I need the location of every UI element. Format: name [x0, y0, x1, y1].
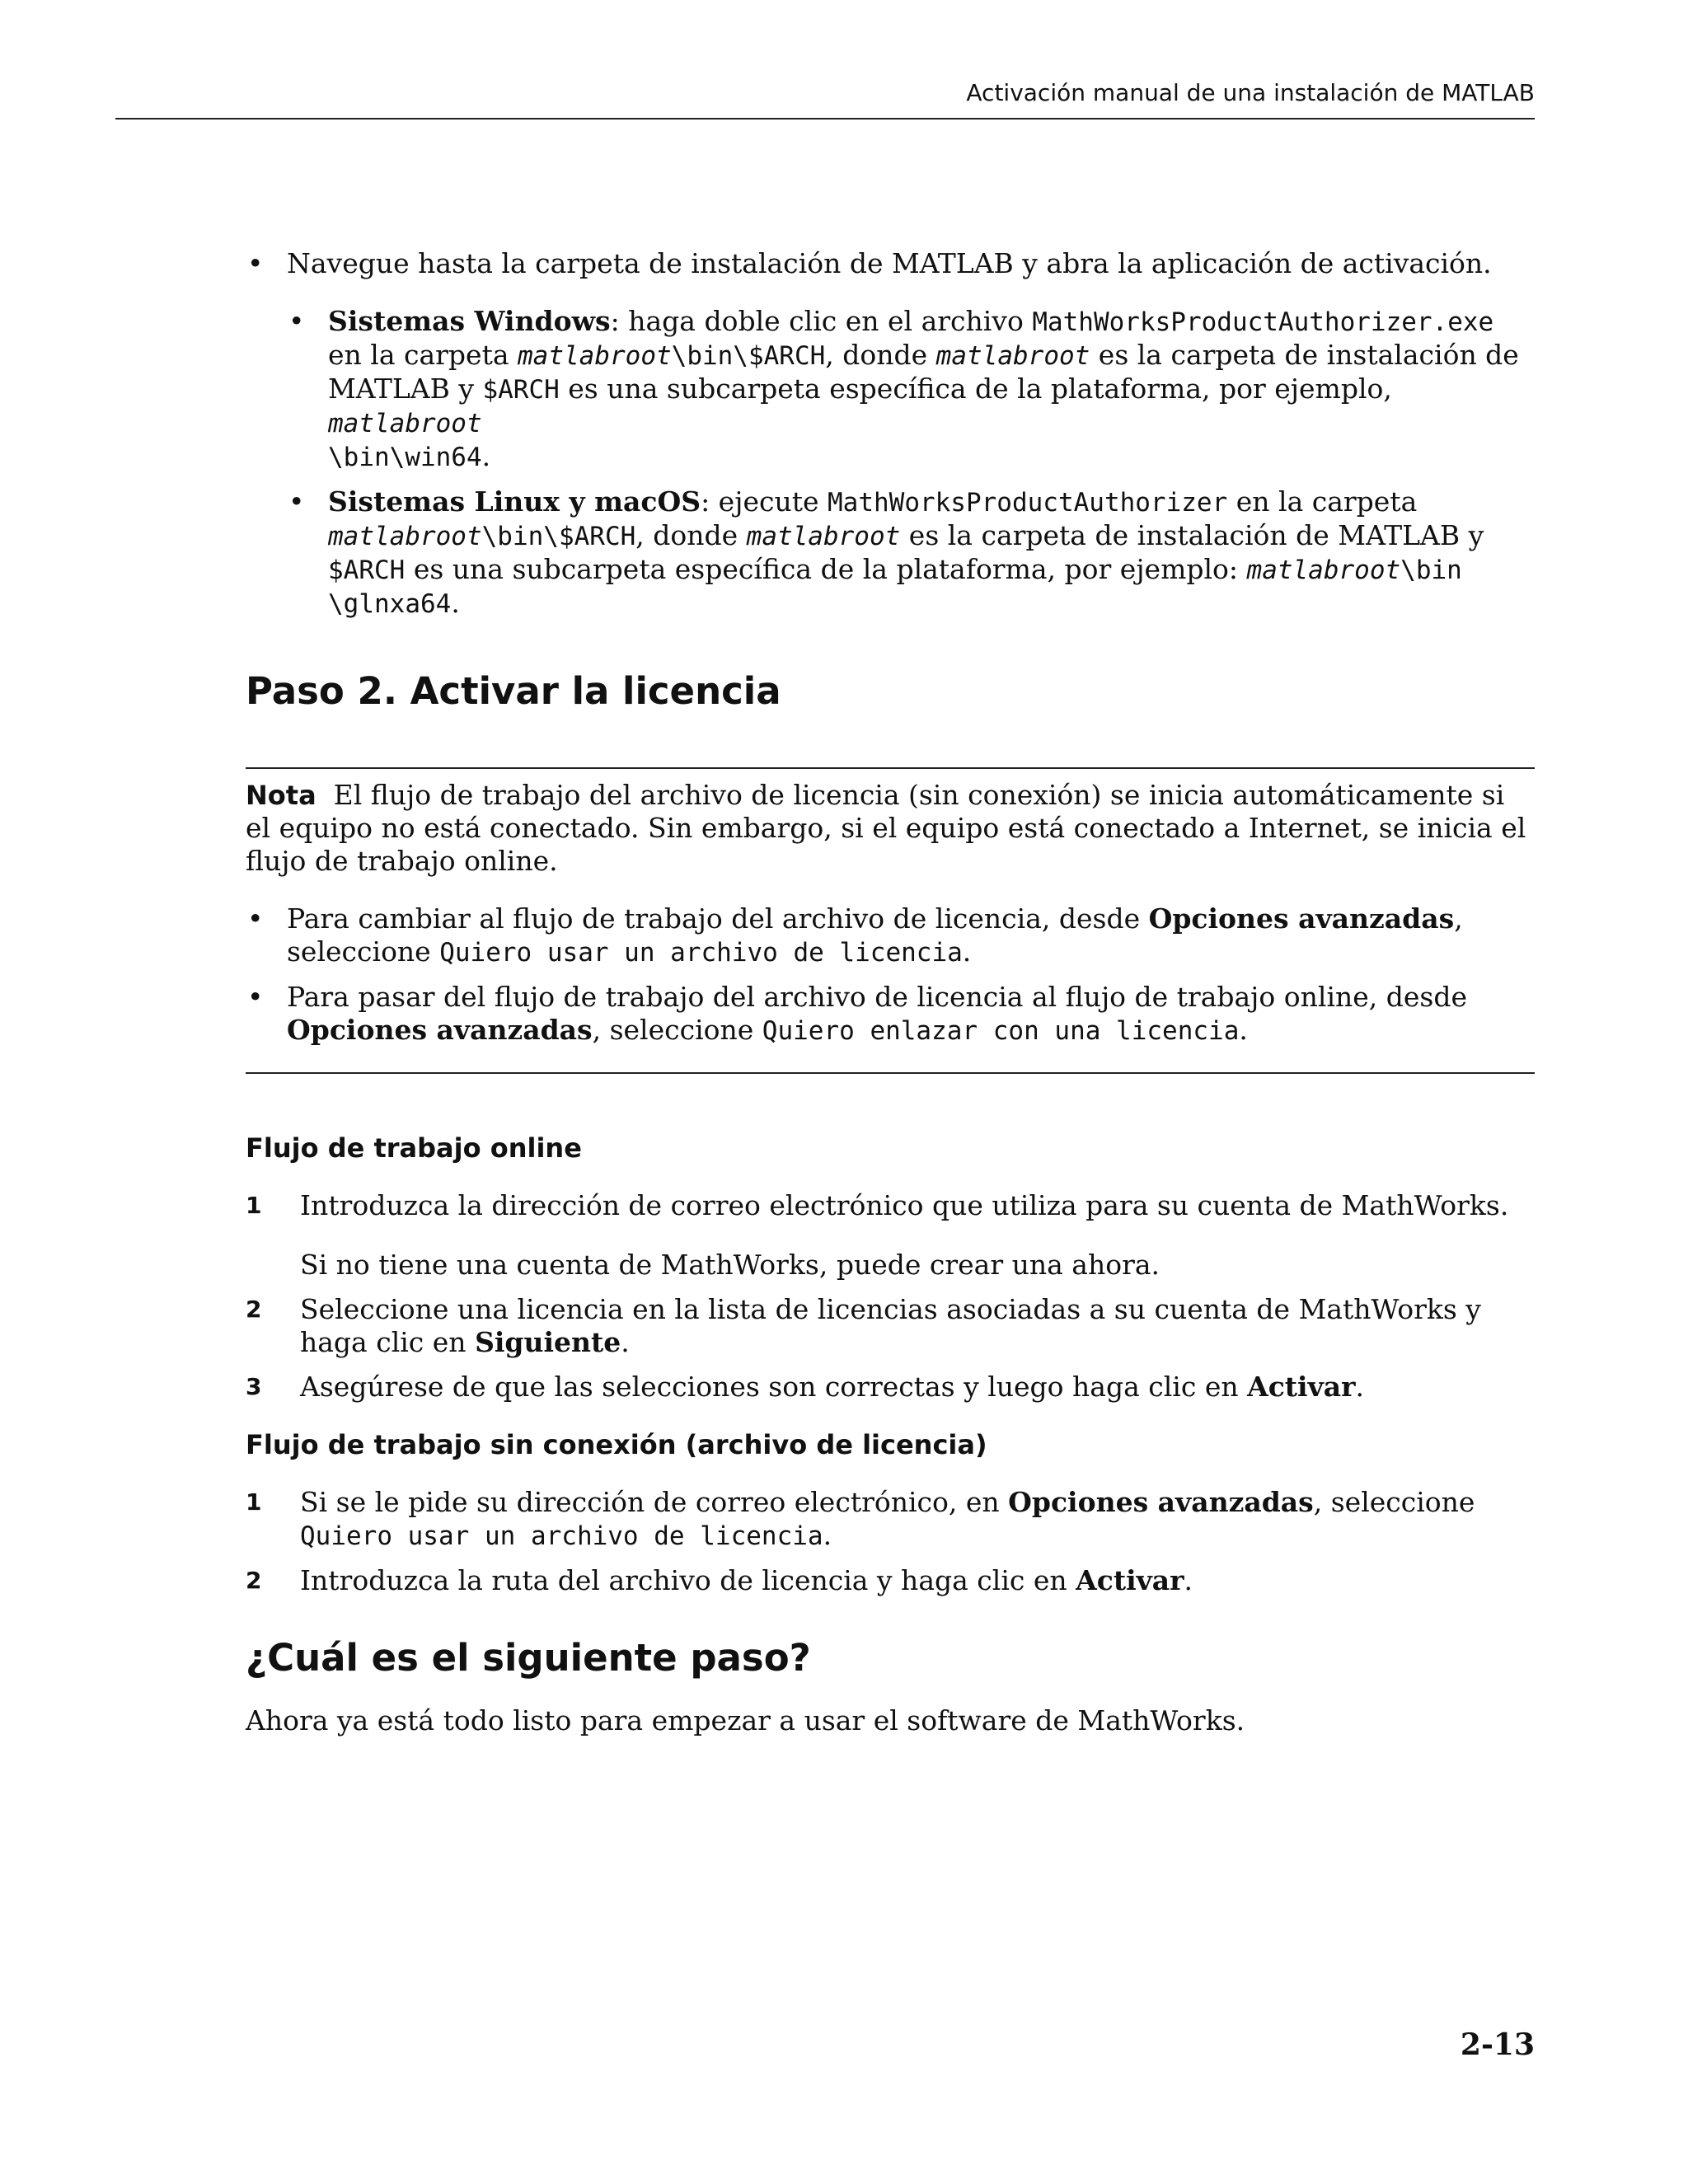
online-step-1-sub: Si no tiene una cuenta de MathWorks, puede crear una ahora. — [300, 1249, 1160, 1281]
online-step-2-button-ref: Siguiente — [475, 1326, 621, 1358]
offline-step-1-end: . — [823, 1519, 832, 1551]
online-step-3 — [246, 1371, 1535, 1404]
online-step-2-text: Seleccione una licencia en la lista de licencias asociadas a su cuenta de MathWorks y haga clic en — [300, 1293, 1481, 1358]
windows-matlabroot-1: matlabroot — [518, 341, 672, 371]
windows-arch-path: \bin\$ARCH — [671, 341, 826, 371]
linux-text-3: , donde — [635, 519, 747, 551]
linux-text-4: es la carpeta de instalación de MATLAB y — [900, 519, 1484, 551]
step-number: 1 — [246, 1488, 262, 1516]
note-bullet-1 — [246, 902, 1535, 969]
note-bullet-2-text-2: , seleccione — [592, 1014, 762, 1046]
step-number: 1 — [246, 1192, 262, 1219]
windows-text-4: es la carpeta de instalación de MATLAB y — [328, 339, 1519, 405]
next-step-heading: ¿Cuál es el siguiente paso? — [246, 1636, 811, 1680]
online-step-1-text: Introduzca la dirección de correo electrónico que utiliza para su cuenta de MathWorks. — [300, 1189, 1509, 1221]
windows-exe: MathWorksProductAuthorizer.exe — [1032, 307, 1494, 337]
windows-label: Sistemas Windows — [328, 305, 611, 337]
windows-arch: $ARCH — [482, 375, 560, 405]
windows-text-5: es una subcarpeta específica de la plataforma, por ejemplo, — [559, 373, 1392, 405]
note-box — [246, 767, 1535, 1074]
running-header: Activación manual de una instalación de MATLAB — [115, 79, 1535, 120]
note-bullet-2-text: Para pasar del flujo de trabajo del archivo de licencia al flujo de trabajo online, desde — [287, 981, 1468, 1013]
windows-matlabroot-3: matlabroot — [328, 409, 482, 438]
note-bullet-1-code: Quiero usar un archivo de licencia — [439, 938, 963, 968]
linux-text-5: es una subcarpeta específica de la plataforma, por ejemplo: — [405, 553, 1247, 585]
linux-matlabroot-3: matlabroot — [1246, 555, 1401, 585]
online-step-3-text: Asegúrese de que las selecciones son correctas y luego haga clic en — [300, 1371, 1248, 1403]
online-step-3-end: . — [1355, 1371, 1365, 1403]
offline-step-2-end: . — [1184, 1564, 1193, 1596]
page-content — [246, 247, 1535, 1737]
note-bullet-1-end: . — [962, 935, 972, 968]
offline-step-2 — [246, 1564, 1535, 1597]
note-bullet-1-text: Para cambiar al flujo de trabajo del archivo de licencia, desde — [287, 902, 1149, 935]
linux-matlabroot-1: matlabroot — [328, 522, 482, 551]
linux-text-1: : ejecute — [701, 485, 828, 518]
offline-heading: Flujo de trabajo sin conexión (archivo de licencia) — [246, 1429, 987, 1460]
next-step-text: Ahora ya está todo listo para empezar a usar el software de MathWorks. — [246, 1704, 1245, 1736]
page-number: 2-13 — [1460, 2027, 1535, 2062]
windows-matlabroot-2: matlabroot — [935, 341, 1090, 371]
windows-text-6: . — [481, 440, 491, 472]
offline-step-2-text: Introduzca la ruta del archivo de licencia y haga clic en — [300, 1564, 1076, 1596]
linux-label: Sistemas Linux y macOS — [328, 485, 701, 518]
online-step-1 — [246, 1189, 1535, 1222]
note-bullet-1-text-2: , seleccione — [287, 902, 1463, 968]
note-bullet-1-option: Opciones avanzadas — [1148, 902, 1455, 935]
linux-bin: \bin — [1400, 555, 1462, 585]
online-step-2-end: . — [621, 1326, 630, 1358]
offline-step-1-text: Si se le pide su dirección de correo electrónico, en — [300, 1486, 1009, 1518]
linux-matlabroot-2: matlabroot — [746, 522, 901, 551]
linux-exe: MathWorksProductAuthorizer — [828, 488, 1228, 518]
offline-step-1 — [246, 1486, 1535, 1553]
linux-bullet — [287, 485, 1535, 621]
linux-example-path: \glnxa64 — [328, 589, 452, 619]
linux-arch: $ARCH — [328, 555, 406, 585]
offline-step-2-button-ref: Activar — [1076, 1564, 1184, 1596]
note-bullet-2-code: Quiero enlazar con una licencia — [762, 1016, 1240, 1046]
offline-step-1-code: Quiero usar un archivo de licencia — [300, 1521, 823, 1551]
windows-example-path: \bin\win64 — [328, 443, 482, 472]
linux-text-6: . — [451, 587, 460, 619]
step-number: 3 — [246, 1373, 262, 1400]
windows-text-1: : haga doble clic en el archivo — [610, 305, 1033, 337]
windows-text-3: , donde — [825, 339, 936, 371]
step-number: 2 — [246, 1567, 262, 1594]
windows-text-2: en la carpeta — [328, 339, 518, 371]
step-number: 2 — [246, 1296, 262, 1323]
linux-text-2: en la carpeta — [1227, 485, 1418, 518]
offline-step-1-text-2: , seleccione — [1313, 1486, 1475, 1518]
note-text: El flujo de trabajo del archivo de licencia (sin conexión) se inicia automáticamente si el equipo no está conectado. Sin embargo, si el equipo está conectado a Internet, se inicia el flujo de trabajo online. — [246, 779, 1526, 877]
offline-step-1-option: Opciones avanzadas — [1008, 1486, 1314, 1518]
windows-bullet — [287, 305, 1535, 474]
note-bullet-2-option: Opciones avanzadas — [287, 1014, 593, 1046]
intro-bullet: • Navegue hasta la carpeta de instalación de MATLAB y abra la aplicación de activación. — [246, 247, 1535, 280]
linux-arch-path: \bin\$ARCH — [481, 522, 636, 551]
note-bullet-2 — [246, 981, 1535, 1047]
note-label: Nota — [246, 780, 316, 811]
note-paragraph — [246, 779, 1535, 878]
online-heading: Flujo de trabajo online — [246, 1132, 582, 1164]
online-step-2 — [246, 1293, 1535, 1359]
step2-heading: Paso 2. Activar la licencia — [246, 669, 781, 713]
note-bullet-2-end: . — [1239, 1014, 1248, 1046]
online-step-3-button-ref: Activar — [1247, 1371, 1356, 1403]
